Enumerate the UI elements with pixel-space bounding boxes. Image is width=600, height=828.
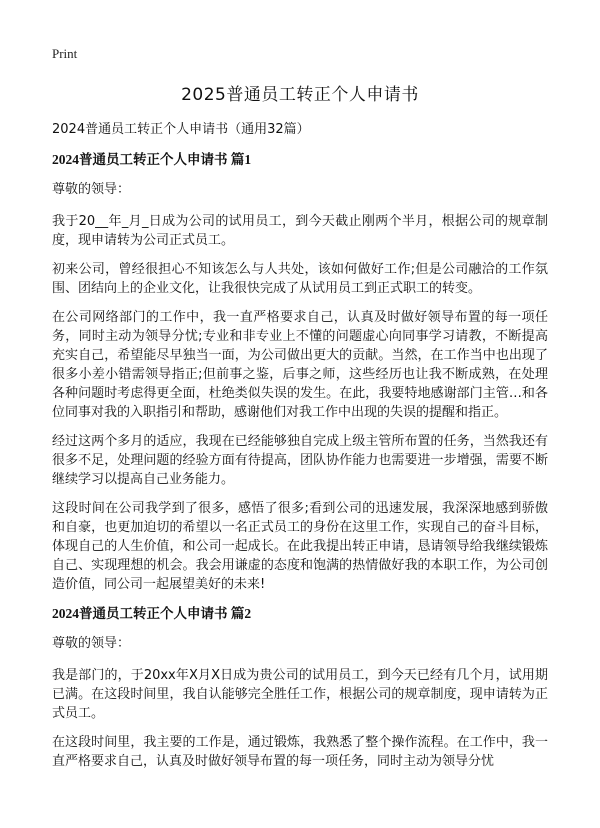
greeting: 尊敬的领导： <box>52 636 131 651</box>
paragraph: 初来公司，曾经很担心不知该怎么与人共处，该如何做好工作;但是公司融洽的工作氛围、团结向上的企业文化，让我很快完成了从试用员工到正式职工的转变。 <box>52 262 548 296</box>
document-subtitle: 2024普通员工转正个人申请书（通用32篇） <box>52 122 310 137</box>
greeting: 尊敬的领导： <box>52 182 131 197</box>
section-heading: 2024普通员工转正个人申请书 篇2 <box>52 606 252 621</box>
section-heading: 2024普通员工转正个人申请书 篇1 <box>52 152 252 167</box>
paragraph: 我是部门的，于20xx年X月X日成为贵公司的试用员工，到今天已经有几个月，试用期已满。在这段时间里，我自认能够完全胜任工作，根据公司的规章制度，现申请转为正式员工。 <box>52 668 548 721</box>
paragraph: 我于20__年_月_日成为公司的试用员工，到今天截止刚两个半月，根据公司的规章制度，现申请转为公司正式员工。 <box>52 214 548 248</box>
print-label[interactable]: Print <box>52 46 78 61</box>
section-1 <box>52 150 548 594</box>
document-body <box>52 120 548 781</box>
document-title: 2025普通员工转正个人申请书 <box>181 85 419 105</box>
paragraph: 经过这两个多月的适应，我现在已经能够独自完成上级主管所布置的任务，当然我还有很多不足，处理问题的经验方面有待提高，团队协作能力也需要进一步增强，需要不断继续学习以提高自己业务能力。 <box>52 434 548 487</box>
paragraph: 这段时间在公司我学到了很多，感悟了很多;看到公司的迅速发展，我深深地感到骄傲和自豪，也更加迫切的希望以一名正式员工的身份在这里工作，实现自己的奋斗目标，体现自己的人生价值，和公司一起成长。在此我提出转正申请，恳请领导给我继续锻炼自己、实现理想的机会。我会用谦虚的态度和饱满的热情做好我的本职工作，为公司创造价值，同公司一起展望美好的未来! <box>52 501 548 592</box>
paragraph: 在这段时间里，我主要的工作是，通过锻炼，我熟悉了整个操作流程。在工作中，我一直严格要求自己，认真及时做好领导布置的每一项任务，同时主动为领导分忧 <box>52 735 548 769</box>
section-2 <box>52 604 548 771</box>
paragraph: 在公司网络部门的工作中，我一直严格要求自己，认真及时做好领导布置的每一项任务，同时主动为领导分忧;专业和非专业上不懂的问题虚心向同事学习请教，不断提高充实自己，希望能尽早独当一面，为公司做出更大的贡献。当然，在工作当中也出现了很多小差小错需领导指正;但前事之鉴，后事之师，这些经历也让我不断成熟，在处理各种问题时考虑得更全面，杜绝类似失误的发生。在此，我要特地感谢部门主管…和各位同事对我的入职指引和帮助，感谢他们对我工作中出现的失误的提醒和指正。 <box>52 310 548 420</box>
